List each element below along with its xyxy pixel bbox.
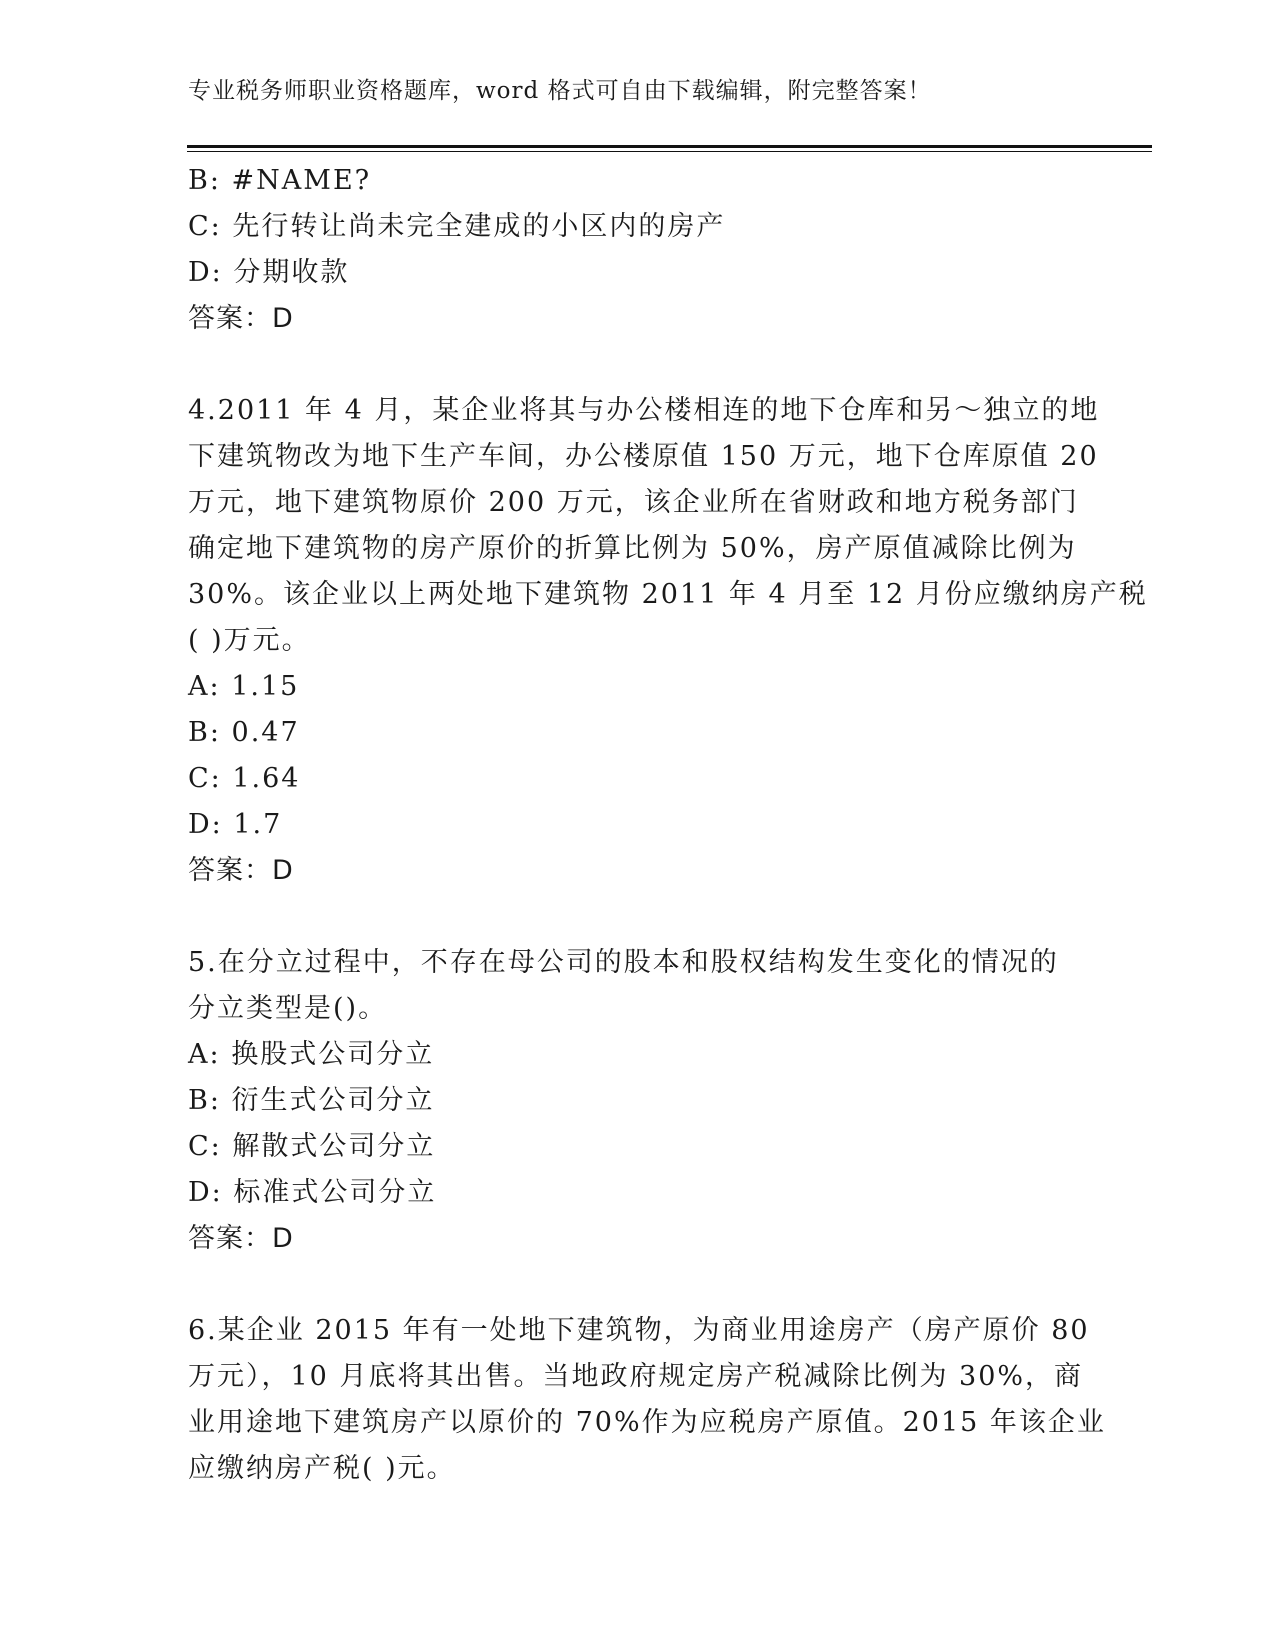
question-4-text-line: 万元，地下建筑物原价 200 万元，该企业所在省财政和地方税务部门 <box>188 487 1079 518</box>
header-note: 专业税务师职业资格题库，word 格式可自由下载编辑，附完整答案！ <box>188 78 932 104</box>
question-3-answer: 答案：D <box>188 303 294 334</box>
question-content <box>188 158 1148 1492</box>
question-6-text-line: 业用途地下建筑房产以原价的 70%作为应税房产原值。2015 年该企业 <box>188 1407 1106 1438</box>
question-5 <box>188 940 1088 1262</box>
option-d: D: 标准式公司分立 <box>188 1177 437 1208</box>
header-rule-thin <box>187 151 1152 152</box>
option-c: C: 1.64 <box>188 763 301 794</box>
question-4-text-line: ( )万元。 <box>188 625 311 656</box>
question-5-answer: 答案：D <box>188 1223 294 1254</box>
spacer <box>188 894 1088 940</box>
question-4-text-line: 下建筑物改为地下生产车间，办公楼原值 150 万元，地下仓库原值 20 <box>188 441 1099 472</box>
option-a: A: 1.15 <box>188 671 300 702</box>
spacer <box>188 342 1088 388</box>
question-4-answer: 答案：D <box>188 855 294 886</box>
question-4 <box>188 388 1148 894</box>
header-rule-thick <box>187 145 1152 148</box>
question-5-text-line: 分立类型是()。 <box>188 993 388 1024</box>
option-c: C: 先行转让尚未完全建成的小区内的房产 <box>188 211 726 242</box>
question-4-text-line: 30%。该企业以上两处地下建筑物 2011 年 4 月至 12 月份应缴纳房产税 <box>188 579 1148 610</box>
option-b: B: 0.47 <box>188 717 300 748</box>
question-6-text-line: 应缴纳房产税( )元。 <box>188 1453 456 1484</box>
question-4-text-line: 4.2011 年 4 月，某企业将其与办公楼相连的地下仓库和另～独立的地 <box>188 395 1100 426</box>
option-d: D: 分期收款 <box>188 257 350 288</box>
question-6 <box>188 1308 1106 1492</box>
question-5-text-line: 5.在分立过程中，不存在母公司的股本和股权结构发生变化的情况的 <box>188 947 1059 978</box>
spacer <box>188 1262 1088 1308</box>
question-4-text-line: 确定地下建筑物的房产原价的折算比例为 50%，房产原值减除比例为 <box>188 533 1077 564</box>
option-b: B: 衍生式公司分立 <box>188 1085 435 1116</box>
question-6-text-line: 万元），10 月底将其出售。当地政府规定房产税减除比例为 30%，商 <box>188 1361 1084 1392</box>
option-a: A: 换股式公司分立 <box>188 1039 435 1070</box>
question-3-options <box>188 158 1088 296</box>
question-6-text-line: 6.某企业 2015 年有一处地下建筑物，为商业用途房产（房产原价 80 <box>188 1315 1090 1346</box>
option-c: C: 解散式公司分立 <box>188 1131 436 1162</box>
option-d: D: 1.7 <box>188 809 283 840</box>
option-b: B: #NAME? <box>188 165 372 196</box>
